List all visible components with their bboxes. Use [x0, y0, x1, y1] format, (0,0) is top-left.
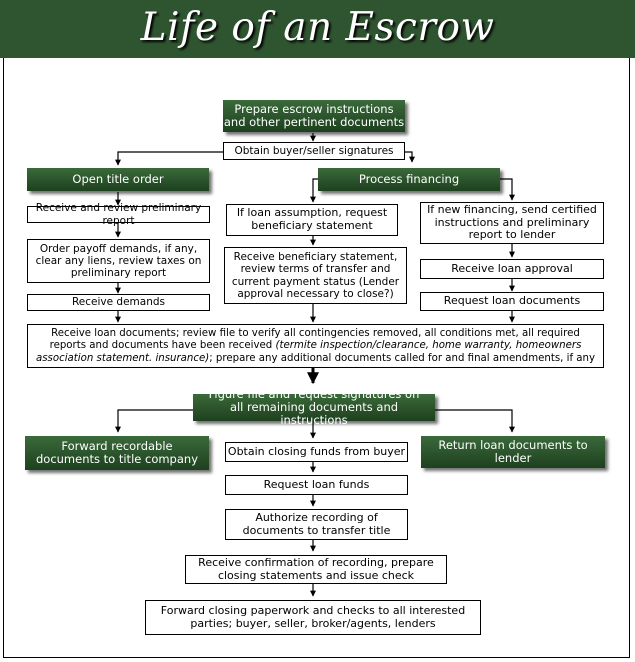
step-beneficiary-statement: Receive beneficiary statement, review terms of transfer and current payment status (Lender approval necessary to close?) — [224, 247, 407, 304]
step-new-financing: If new financing, send certified instructions and preliminary report to lender — [420, 202, 604, 244]
step-order-payoff-demands: Order payoff demands, if any, clear any liens, review taxes on preliminary report — [27, 239, 210, 283]
step-return-loan-documents: Return loan documents to lender — [421, 436, 605, 468]
step-prepare-instructions: Prepare escrow instructions and other pertinent documents — [223, 100, 405, 132]
step-forward-recordable-documents: Forward recordable documents to title company — [25, 436, 209, 470]
connector — [118, 410, 193, 432]
connector — [435, 410, 512, 432]
step-request-loan-funds: Request loan funds — [225, 475, 408, 495]
step-loan-assumption: If loan assumption, request beneficiary statement — [226, 204, 398, 236]
step-forward-closing-paperwork: Forward closing paperwork and checks to all interested parties; buyer, seller, broker/agents, lenders — [145, 600, 481, 635]
step-receive-demands: Receive demands — [27, 294, 210, 311]
connector — [500, 179, 512, 200]
connector — [405, 152, 412, 162]
step-confirmation-of-recording: Receive confirmation of recording, prepare closing statements and issue check — [185, 555, 447, 584]
step-process-financing: Process financing — [318, 168, 500, 191]
connector — [118, 152, 223, 165]
loan-documents-text: Receive loan documents; review file to verify all contingencies removed, all conditions met, all required reports and documents have been received — [49, 328, 580, 352]
step-review-preliminary-report: Receive and review preliminary report — [27, 206, 210, 223]
step-receive-loan-documents — [27, 324, 604, 368]
step-receive-loan-approval: Receive loan approval — [420, 259, 604, 279]
step-obtain-signatures: Obtain buyer/seller signatures — [223, 142, 405, 160]
step-figure-file: Figure file and request signatures on all remaining documents and instructions — [193, 394, 435, 421]
step-obtain-closing-funds: Obtain closing funds from buyer — [225, 442, 408, 462]
step-request-loan-documents: Request loan documents — [420, 292, 604, 311]
step-authorize-recording: Authorize recording of documents to transfer title — [225, 509, 408, 540]
loan-documents-text-end: ; prepare any additional documents called for and final amendments, if any — [209, 352, 596, 364]
page-title: Life of an Escrow — [140, 5, 495, 50]
step-open-title-order: Open title order — [27, 168, 209, 191]
loan-documents-items: (termite inspection/clearance, home warranty, homeowners association statement. insurance) — [36, 340, 582, 364]
